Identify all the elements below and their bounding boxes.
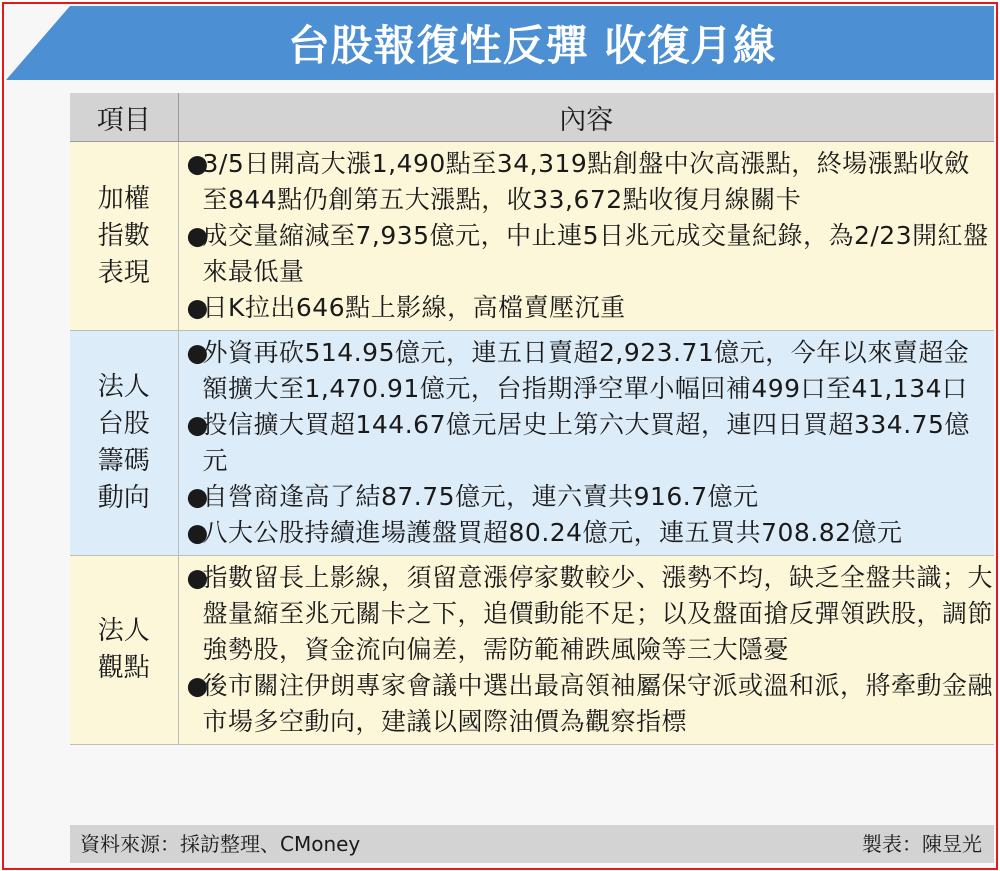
label-line: 觀點 bbox=[97, 653, 150, 683]
list-item: ● 指數留長上影線，須留意漲停家數較少、漲勢不均，缺乏全盤共識；大盤量縮至兆元關卡之下，追價動能不足；以及盤面搶反彈領跌股，調節強勢股，資金流向偏差，需防範補跌風險等三大隱憂 bbox=[187, 560, 995, 668]
label-line: 加權 bbox=[97, 183, 150, 214]
label-line: 表現 bbox=[97, 257, 150, 288]
bullet-dot-icon: ● bbox=[186, 293, 209, 322]
section-index-performance bbox=[70, 142, 994, 331]
list-item: ● 3/5日開高大漲1,490點至34,319點創盤中次高漲點，終場漲點收斂至844點仍創第五大漲點，收33,672點收復月線關卡 bbox=[187, 146, 995, 218]
bullet-dot-icon: ● bbox=[186, 518, 209, 547]
maker-credit: 製表：陳昱光 bbox=[862, 832, 982, 856]
page-title: 台股報復性反彈 收復月線 bbox=[287, 21, 777, 70]
label-line: 動向 bbox=[97, 483, 150, 513]
section-label bbox=[70, 331, 178, 556]
bullet-dot-icon: ● bbox=[186, 671, 209, 700]
section-content bbox=[178, 142, 994, 331]
section-label bbox=[70, 556, 178, 745]
info-table bbox=[70, 93, 994, 745]
title-notch-decoration bbox=[6, 6, 70, 80]
section-content bbox=[178, 556, 994, 745]
bullet-dot-icon: ● bbox=[186, 563, 209, 592]
label-line: 籌碼 bbox=[97, 446, 150, 476]
list-item: ● 投信擴大買超144.67億元居史上第六大買超，連四日買超334.75億元 bbox=[187, 407, 995, 479]
section-content bbox=[178, 331, 994, 556]
list-item: ● 後市關注伊朗專家會議中選出最高領袖屬保守派或溫和派，將牽動金融市場多空動向，建議以國際油價為觀察指標 bbox=[187, 668, 995, 740]
bullet-dot-icon: ● bbox=[186, 482, 209, 511]
bullet-dot-icon: ● bbox=[186, 221, 209, 250]
list-item: ● 自營商逢高了結87.75億元，連六賣共916.7億元 bbox=[187, 479, 995, 515]
list-item: ● 八大公股持續進場護盤買超80.24億元，連五買共708.82億元 bbox=[187, 515, 995, 551]
header-item: 項目 bbox=[70, 93, 178, 142]
section-label bbox=[70, 142, 178, 331]
footer-bar bbox=[70, 825, 994, 863]
section-institutional-views bbox=[70, 556, 994, 745]
label-line: 台股 bbox=[97, 409, 150, 439]
section-institutional-flows bbox=[70, 331, 994, 556]
label-line: 法人 bbox=[97, 616, 150, 646]
list-item: ● 日K拉出646點上影線，高檔賣壓沉重 bbox=[187, 290, 995, 326]
label-line: 法人 bbox=[97, 372, 150, 402]
list-item: ● 成交量縮減至7,935億元，中止連5日兆元成交量紀錄，為2/23開紅盤來最低量 bbox=[187, 218, 995, 290]
table-header-row bbox=[70, 93, 994, 142]
bullet-dot-icon: ● bbox=[186, 338, 209, 367]
header-content: 內容 bbox=[178, 93, 994, 142]
label-line: 指數 bbox=[97, 220, 150, 251]
list-item: ● 外資再砍514.95億元，連五日賣超2,923.71億元，今年以來賣超金額擴大至1,470.91億元，台指期淨空單小幅回補499口至41,134口 bbox=[187, 335, 995, 407]
source-note: 資料來源：採訪整理、CMoney bbox=[80, 832, 361, 856]
bullet-dot-icon: ● bbox=[186, 149, 209, 178]
bullet-dot-icon: ● bbox=[186, 410, 209, 439]
